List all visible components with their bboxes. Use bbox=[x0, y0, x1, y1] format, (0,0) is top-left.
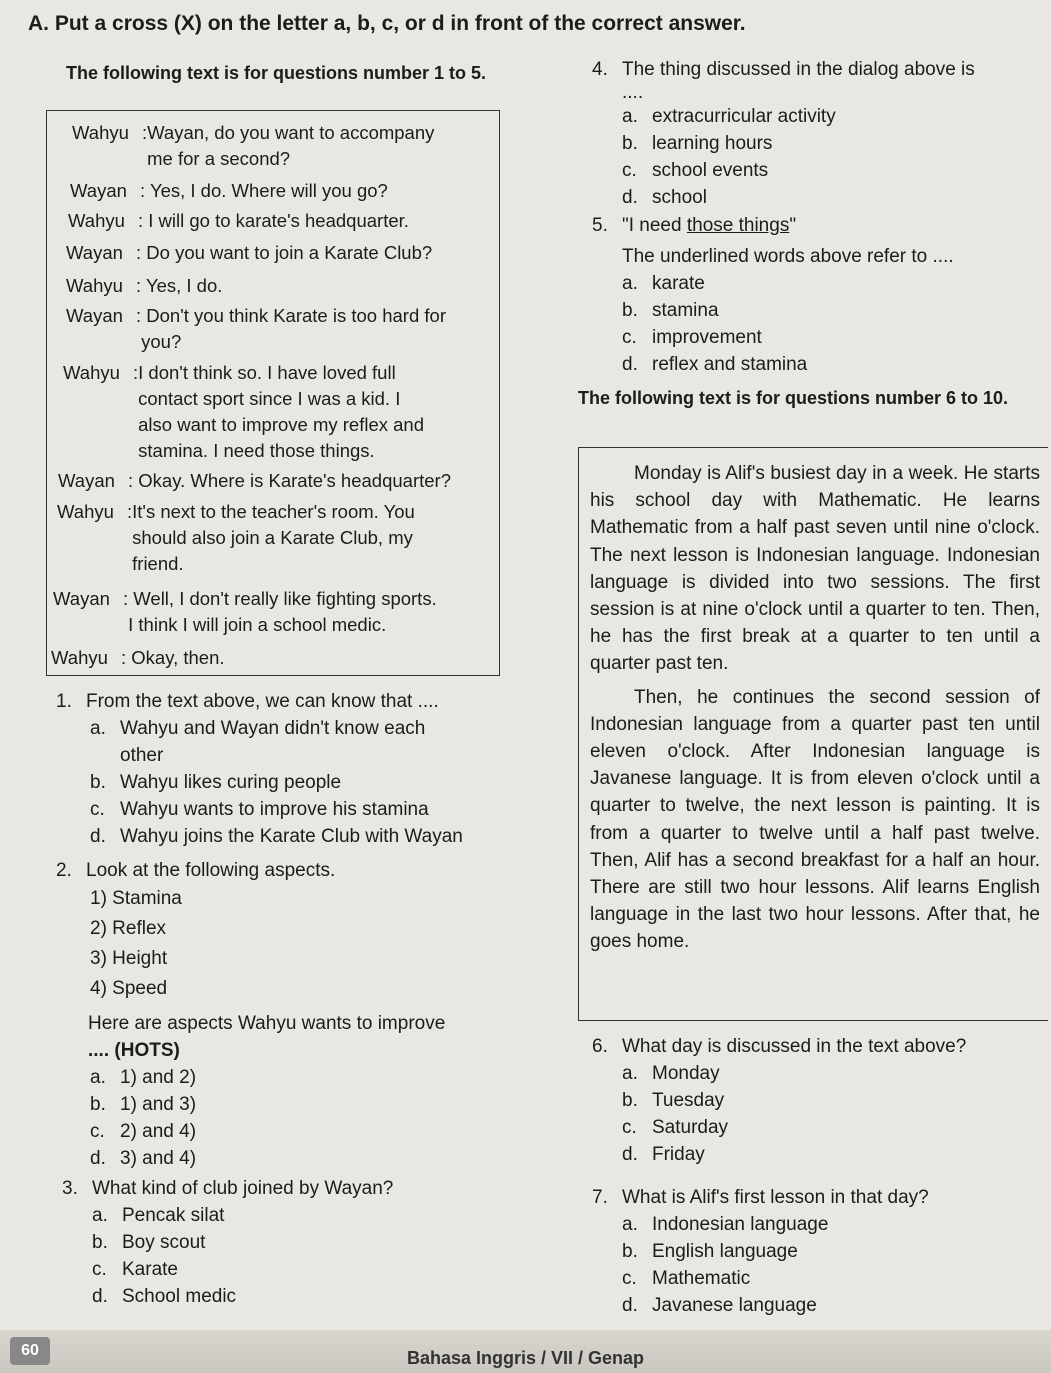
question-stem: What kind of club joined by Wayan? bbox=[92, 1178, 394, 1199]
option-text: stamina bbox=[652, 300, 719, 321]
dialog-text: :It's next to the teacher's room. You should also join a Karate Club, my friend. bbox=[127, 501, 415, 574]
answer-option[interactable] bbox=[622, 130, 1042, 157]
dialog-text: : Yes, I do. bbox=[136, 275, 223, 296]
option-text: other bbox=[120, 745, 164, 766]
answer-option[interactable] bbox=[92, 1229, 522, 1256]
question-3 bbox=[62, 1175, 522, 1310]
answer-option[interactable] bbox=[92, 1256, 522, 1283]
dialog-text: :I don't think so. I have loved full contact sport since I was a kid. I also want to improve my reflex and stamina. I need those things. bbox=[133, 362, 424, 461]
question-stem: What is Alif's first lesson in that day? bbox=[622, 1187, 929, 1208]
question-stem: From the text above, we can know that .... bbox=[86, 691, 439, 712]
question-number: 5. bbox=[592, 215, 608, 236]
question-stem-dots: .... bbox=[622, 82, 644, 103]
question-number: 3. bbox=[62, 1178, 78, 1199]
question-2 bbox=[56, 857, 526, 1172]
option-text: improvement bbox=[652, 327, 762, 348]
answer-option[interactable] bbox=[622, 157, 1042, 184]
dialog-text: : Okay. Where is Karate's headquarter? bbox=[128, 470, 451, 491]
intro-questions-1-5: The following text is for questions number 1 to 5. bbox=[66, 63, 487, 83]
question-number: 7. bbox=[592, 1187, 608, 1208]
answer-option[interactable] bbox=[622, 1292, 1042, 1319]
section-heading: A. Put a cross (X) on the letter a, b, c, or d in front of the correct answer. bbox=[28, 12, 746, 35]
options bbox=[92, 1202, 522, 1310]
option-text: learning hours bbox=[652, 133, 773, 154]
stem-quote-end: " bbox=[789, 215, 797, 236]
intro-questions-6-10: The following text is for questions number 6 to 10. bbox=[578, 388, 1009, 408]
question-number: 1. bbox=[56, 691, 72, 712]
option-letter: b. bbox=[90, 772, 106, 793]
dialog-text: :Wayan, do you want to accompany me for a second? bbox=[142, 122, 435, 169]
aspect-item: 2) Reflex bbox=[90, 918, 167, 939]
option-text: Wahyu likes curing people bbox=[120, 772, 342, 793]
option-letter: d. bbox=[90, 1148, 106, 1169]
question-stem: Look at the following aspects. bbox=[86, 860, 336, 881]
option-text: 2) and 4) bbox=[120, 1121, 197, 1142]
option-text: Wahyu wants to improve his stamina bbox=[120, 799, 429, 820]
options bbox=[622, 103, 1042, 211]
option-letter: a. bbox=[622, 1214, 638, 1235]
dialog-speaker: Wayan bbox=[66, 305, 123, 326]
option-text: karate bbox=[652, 273, 705, 294]
option-text: Monday bbox=[652, 1063, 720, 1084]
dialog-text: : Okay, then. bbox=[121, 647, 225, 668]
option-letter: c. bbox=[622, 1117, 637, 1138]
dialog-text: : Yes, I do. Where will you go? bbox=[140, 180, 388, 201]
reading-text bbox=[590, 460, 1040, 956]
question-stem-hots: .... (HOTS) bbox=[88, 1040, 180, 1061]
option-text: Boy scout bbox=[122, 1232, 206, 1253]
dialog-text: : I will go to karate's headquarter. bbox=[138, 210, 409, 231]
question-7 bbox=[592, 1184, 1042, 1319]
option-letter: d. bbox=[622, 354, 638, 375]
question-stem: The thing discussed in the dialog above is bbox=[622, 59, 975, 80]
option-text: School medic bbox=[122, 1286, 237, 1307]
option-text: Karate bbox=[122, 1259, 178, 1280]
reading-paragraph-2: Then, he continues the second session of Indonesian language from a quarter past ten until eleven o'clock. After Indonesian language is Javanese language. It is from eleven o'clock until a quarter to twelve, the next lesson is painting. It is from a quarter to twelve until a half past twelve. Then, Alif has a second breakfast for a half an hour. There are still two hour lessons. Alif learns English language in the last two hour lessons. After that, he goes home. bbox=[590, 686, 1040, 953]
option-letter: d. bbox=[622, 1144, 638, 1165]
underlined-words: those things bbox=[686, 215, 790, 236]
answer-option[interactable] bbox=[622, 297, 1042, 324]
question-number: 4. bbox=[592, 59, 608, 80]
answer-option[interactable] bbox=[622, 351, 1042, 378]
question-stem: What day is discussed in the text above? bbox=[622, 1036, 967, 1057]
option-letter: c. bbox=[622, 327, 637, 348]
question-5 bbox=[592, 212, 1042, 378]
page-number: 60 bbox=[10, 1337, 50, 1365]
option-letter: c. bbox=[92, 1259, 107, 1280]
option-text: 3) and 4) bbox=[120, 1148, 197, 1169]
dialog-speaker: Wahyu bbox=[57, 501, 114, 522]
options bbox=[622, 1060, 1042, 1168]
answer-option[interactable] bbox=[90, 1118, 526, 1145]
option-text: 1) and 2) bbox=[120, 1067, 197, 1088]
reading-paragraph-1: Monday is Alif's busiest day in a week. He starts his school day with Mathematic. He learns Mathematic from a half past seven until nine o'clock. The next lesson is Indonesian language. Indonesian language is divided into two sessions. The first session is at nine o'clock until a quarter to ten. Then, he has the first break at a quarter to ten until a quarter past ten. bbox=[590, 463, 1040, 675]
option-text: Javanese language bbox=[652, 1295, 817, 1316]
answer-option[interactable] bbox=[622, 324, 1042, 351]
option-letter: b. bbox=[622, 300, 638, 321]
option-letter: c. bbox=[90, 799, 105, 820]
option-text: reflex and stamina bbox=[652, 354, 808, 375]
options bbox=[622, 1211, 1042, 1319]
answer-option[interactable] bbox=[90, 796, 526, 823]
answer-option[interactable] bbox=[90, 1091, 526, 1118]
dialog-speaker: Wahyu bbox=[66, 275, 123, 296]
question-number: 6. bbox=[592, 1036, 608, 1057]
options bbox=[90, 1064, 526, 1172]
dialog-speaker: Wahyu bbox=[51, 647, 108, 668]
option-letter: b. bbox=[622, 1090, 638, 1111]
option-text: Indonesian language bbox=[652, 1214, 829, 1235]
book-title: Bahasa Inggris / VII / Genap bbox=[406, 1348, 645, 1368]
dialog-text: : Well, I don't really like fighting sports. I think I will join a school medic. bbox=[123, 588, 437, 635]
dialog-speaker: Wayan bbox=[58, 470, 115, 491]
answer-option[interactable] bbox=[622, 184, 1042, 211]
option-letter: a. bbox=[622, 273, 638, 294]
answer-option[interactable] bbox=[622, 1238, 1042, 1265]
stem-quote-start: "I need bbox=[622, 215, 687, 236]
option-letter: a. bbox=[622, 106, 638, 127]
option-text: Wahyu and Wayan didn't know each bbox=[120, 718, 426, 739]
option-letter: b. bbox=[92, 1232, 108, 1253]
option-letter: b. bbox=[622, 133, 638, 154]
dialog-speaker: Wahyu bbox=[68, 210, 125, 231]
answer-option[interactable] bbox=[90, 1064, 526, 1091]
answer-option[interactable] bbox=[622, 1114, 1042, 1141]
answer-option[interactable] bbox=[90, 742, 526, 769]
aspect-list bbox=[90, 884, 526, 1004]
answer-option[interactable] bbox=[92, 1202, 522, 1229]
option-letter: c. bbox=[622, 160, 637, 181]
option-letter: c. bbox=[90, 1121, 105, 1142]
question-4 bbox=[592, 56, 1042, 211]
dialog-speaker: Wahyu bbox=[63, 362, 120, 383]
option-letter: d. bbox=[622, 1295, 638, 1316]
aspect-item: 4) Speed bbox=[90, 978, 168, 999]
option-text: English language bbox=[652, 1241, 798, 1262]
answer-option[interactable] bbox=[622, 270, 1042, 297]
option-text: Pencak silat bbox=[122, 1205, 225, 1226]
answer-option[interactable] bbox=[622, 1141, 1042, 1168]
option-letter: b. bbox=[90, 1094, 106, 1115]
question-number: 2. bbox=[56, 860, 72, 881]
option-letter: b. bbox=[622, 1241, 638, 1262]
dialog-text: : Do you want to join a Karate Club? bbox=[136, 242, 433, 263]
option-letter: d. bbox=[92, 1286, 108, 1307]
answer-option[interactable] bbox=[90, 1145, 526, 1172]
option-text: 1) and 3) bbox=[120, 1094, 197, 1115]
option-letter: a. bbox=[90, 718, 106, 739]
option-letter: a. bbox=[90, 1067, 106, 1088]
answer-option[interactable] bbox=[622, 1265, 1042, 1292]
answer-option[interactable] bbox=[90, 823, 526, 850]
option-letter: d. bbox=[622, 187, 638, 208]
answer-option[interactable] bbox=[622, 1087, 1042, 1114]
dialog-speaker: Wayan bbox=[53, 588, 110, 609]
answer-option[interactable] bbox=[90, 715, 526, 742]
option-text: extracurricular activity bbox=[652, 106, 836, 127]
option-letter: a. bbox=[622, 1063, 638, 1084]
aspect-item: 3) Height bbox=[90, 948, 168, 969]
option-letter: d. bbox=[90, 826, 106, 847]
dialog-speaker: Wayan bbox=[66, 242, 123, 263]
question-1 bbox=[56, 688, 526, 850]
option-text: Tuesday bbox=[652, 1090, 725, 1111]
options bbox=[622, 270, 1042, 378]
dialog-speaker: Wahyu bbox=[72, 122, 129, 143]
dialog-text: : Don't you think Karate is too hard for you? bbox=[136, 305, 446, 352]
option-letter: c. bbox=[622, 1268, 637, 1289]
answer-option[interactable] bbox=[90, 769, 526, 796]
question-stem bbox=[622, 212, 1042, 239]
question-6 bbox=[592, 1033, 1042, 1168]
question-stem-continued: Here are aspects Wahyu wants to improve bbox=[88, 1013, 446, 1034]
aspect-item: 1) Stamina bbox=[90, 888, 182, 909]
answer-option[interactable] bbox=[92, 1283, 522, 1310]
answer-option[interactable] bbox=[622, 1060, 1042, 1087]
answer-option[interactable] bbox=[622, 103, 1042, 130]
question-stem-continued: The underlined words above refer to .... bbox=[622, 246, 954, 267]
option-text: Wahyu joins the Karate Club with Wayan bbox=[120, 826, 463, 847]
option-text: Friday bbox=[652, 1144, 705, 1165]
answer-option[interactable] bbox=[622, 1211, 1042, 1238]
options bbox=[90, 715, 526, 850]
option-text: Mathematic bbox=[652, 1268, 751, 1289]
option-text: school bbox=[652, 187, 707, 208]
option-letter: a. bbox=[92, 1205, 108, 1226]
dialog-speaker: Wayan bbox=[70, 180, 127, 201]
option-text: school events bbox=[652, 160, 769, 181]
option-text: Saturday bbox=[652, 1117, 729, 1138]
